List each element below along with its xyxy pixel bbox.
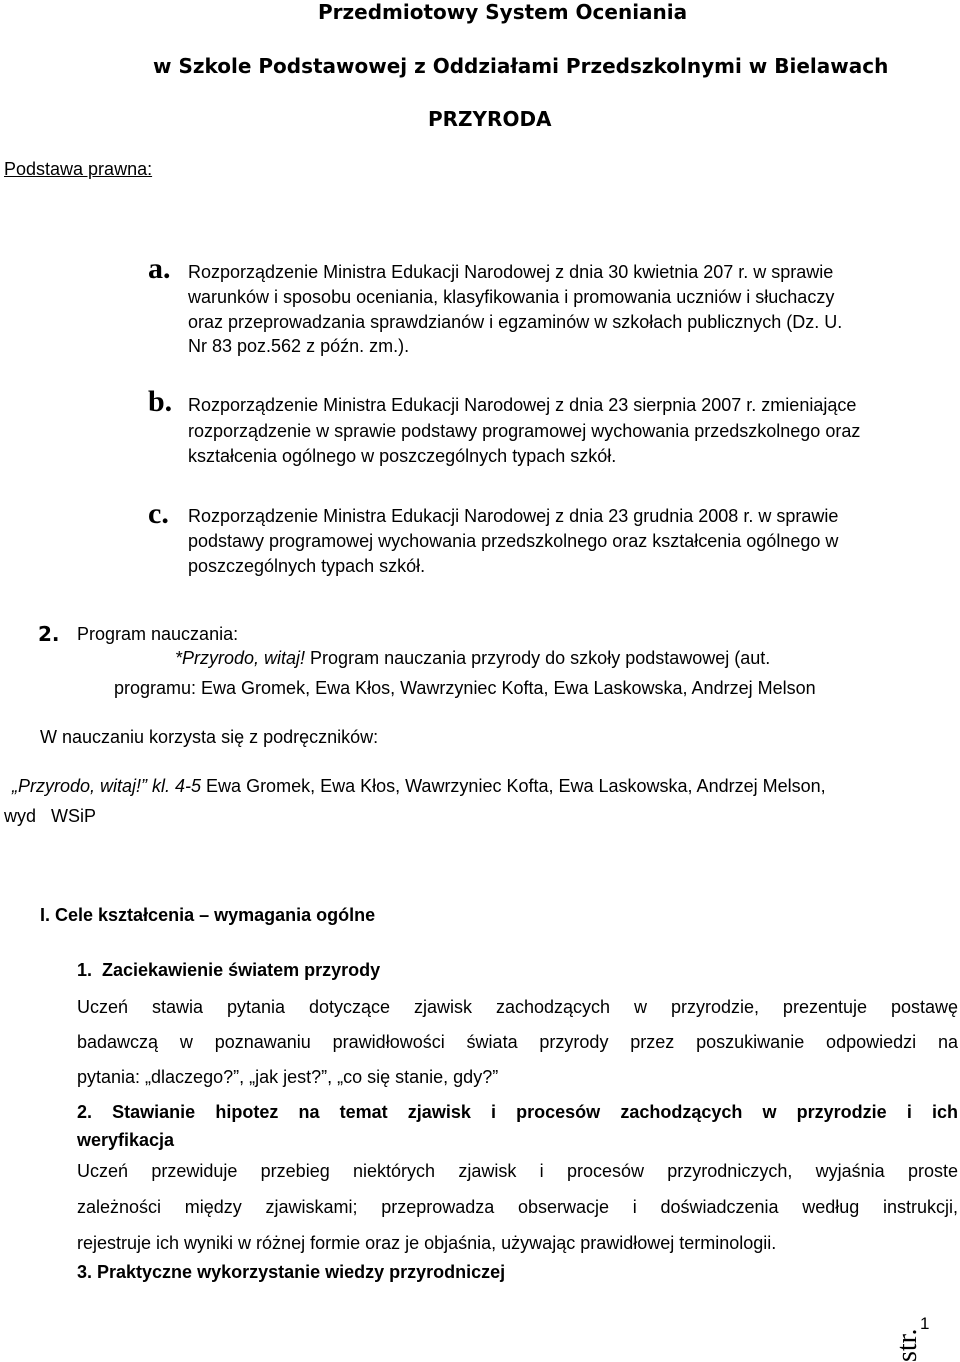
legal-item-c-line3: poszczególnych typach szkół. (188, 556, 426, 576)
program-number: 2. (38, 622, 60, 646)
page-number: 1 (920, 1314, 930, 1333)
goal-1-line1: Uczeń stawia pytania dotyczące zjawisk zachodzących w przyrodzie, prezentuje postawę (77, 997, 958, 1017)
program-title-rest: Program nauczania przyrody do szkoły podstawowej (aut. (305, 648, 771, 668)
legal-item-marker-b: b. (148, 385, 173, 418)
goal-2-line1: Uczeń przewiduje przebieg niektórych zjawisk i procesów przyrodniczych, wyjaśnia proste (77, 1161, 958, 1181)
program-title (175, 648, 770, 669)
legal-item-a-line3: oraz przeprowadzania sprawdzianów i egzaminów w szkołach publicznych (Dz. U. (188, 312, 843, 332)
subject-title: PRZYRODA (428, 107, 552, 131)
school-name: w Szkole Podstawowej z Oddziałami Przedszkolnymi w Bielawach (153, 54, 889, 78)
goal-2-heading-line2: weryfikacja (77, 1130, 175, 1150)
textbook-authors: Ewa Gromek, Ewa Kłos, Wawrzyniec Kofta, Ewa Laskowska, Andrzej Melson, (201, 776, 826, 796)
legal-item-a-line1: Rozporządzenie Ministra Edukacji Narodowej z dnia 30 kwietnia 207 r. w sprawie (188, 262, 834, 282)
goal-3-heading: 3. Praktyczne wykorzystanie wiedzy przyrodniczej (77, 1262, 506, 1282)
program-authors: programu: Ewa Gromek, Ewa Kłos, Wawrzyniec Kofta, Ewa Laskowska, Andrzej Melson (114, 678, 816, 698)
legal-item-b-line1: Rozporządzenie Ministra Edukacji Narodowej z dnia 23 sierpnia 2007 r. zmieniające (188, 395, 857, 415)
legal-item-c-line2: podstawy programowej wychowania przedszkolnego oraz kształcenia ogólnego w (188, 531, 839, 551)
document-title: Przedmiotowy System Oceniania (318, 0, 688, 24)
textbook-publisher: wyd WSiP (4, 806, 97, 826)
textbook-entry (12, 776, 826, 797)
textbook-title-italic: „Przyrodo, witaj!” kl. 4-5 (12, 776, 202, 796)
goal-1-line2: badawczą w poznawaniu prawidłowości świata przyrody przez poszukiwanie odpowiedzi na (77, 1032, 958, 1052)
legal-basis-label: Podstawa prawna: (4, 159, 153, 179)
legal-item-marker-a: a. (148, 252, 171, 285)
textbooks-intro: W nauczaniu korzysta się z podręczników: (40, 727, 379, 747)
goal-1-heading: 1. Zaciekawienie światem przyrody (77, 960, 381, 980)
program-title-italic: *Przyrodo, witaj! (175, 648, 306, 668)
program-label: Program nauczania: (77, 624, 239, 644)
goal-2-line2: zależności między zjawiskami; przeprowadza obserwacje i doświadczenia według instrukcji, (77, 1197, 958, 1217)
goal-2-heading-line1: 2. Stawianie hipotez na temat zjawisk i procesów zachodzących w przyrodzie i ich (77, 1102, 958, 1122)
goals-heading: I. Cele kształcenia – wymagania ogólne (40, 905, 376, 925)
legal-item-a-line4: Nr 83 poz.562 z późn. zm.). (188, 336, 410, 356)
page-label-str: str. (892, 1328, 923, 1362)
legal-item-b-line3: kształcenia ogólnego w poszczególnych typach szkół. (188, 446, 617, 466)
legal-item-c-line1: Rozporządzenie Ministra Edukacji Narodowej z dnia 23 grudnia 2008 r. w sprawie (188, 506, 839, 526)
legal-item-b-line2: rozporządzenie w sprawie podstawy programowej wychowania przedszkolnego oraz (188, 421, 861, 441)
goal-1-line3: pytania: „dlaczego?”, „jak jest?”, „co się stanie, gdy?” (77, 1067, 499, 1087)
legal-item-a-line2: warunków i sposobu oceniania, klasyfikowania i promowania uczniów i słuchaczy (188, 287, 835, 307)
legal-item-marker-c: c. (148, 497, 169, 530)
goal-2-line3: rejestruje ich wyniki w różnej formie oraz je objaśnia, używając prawidłowej terminologii. (77, 1233, 777, 1253)
